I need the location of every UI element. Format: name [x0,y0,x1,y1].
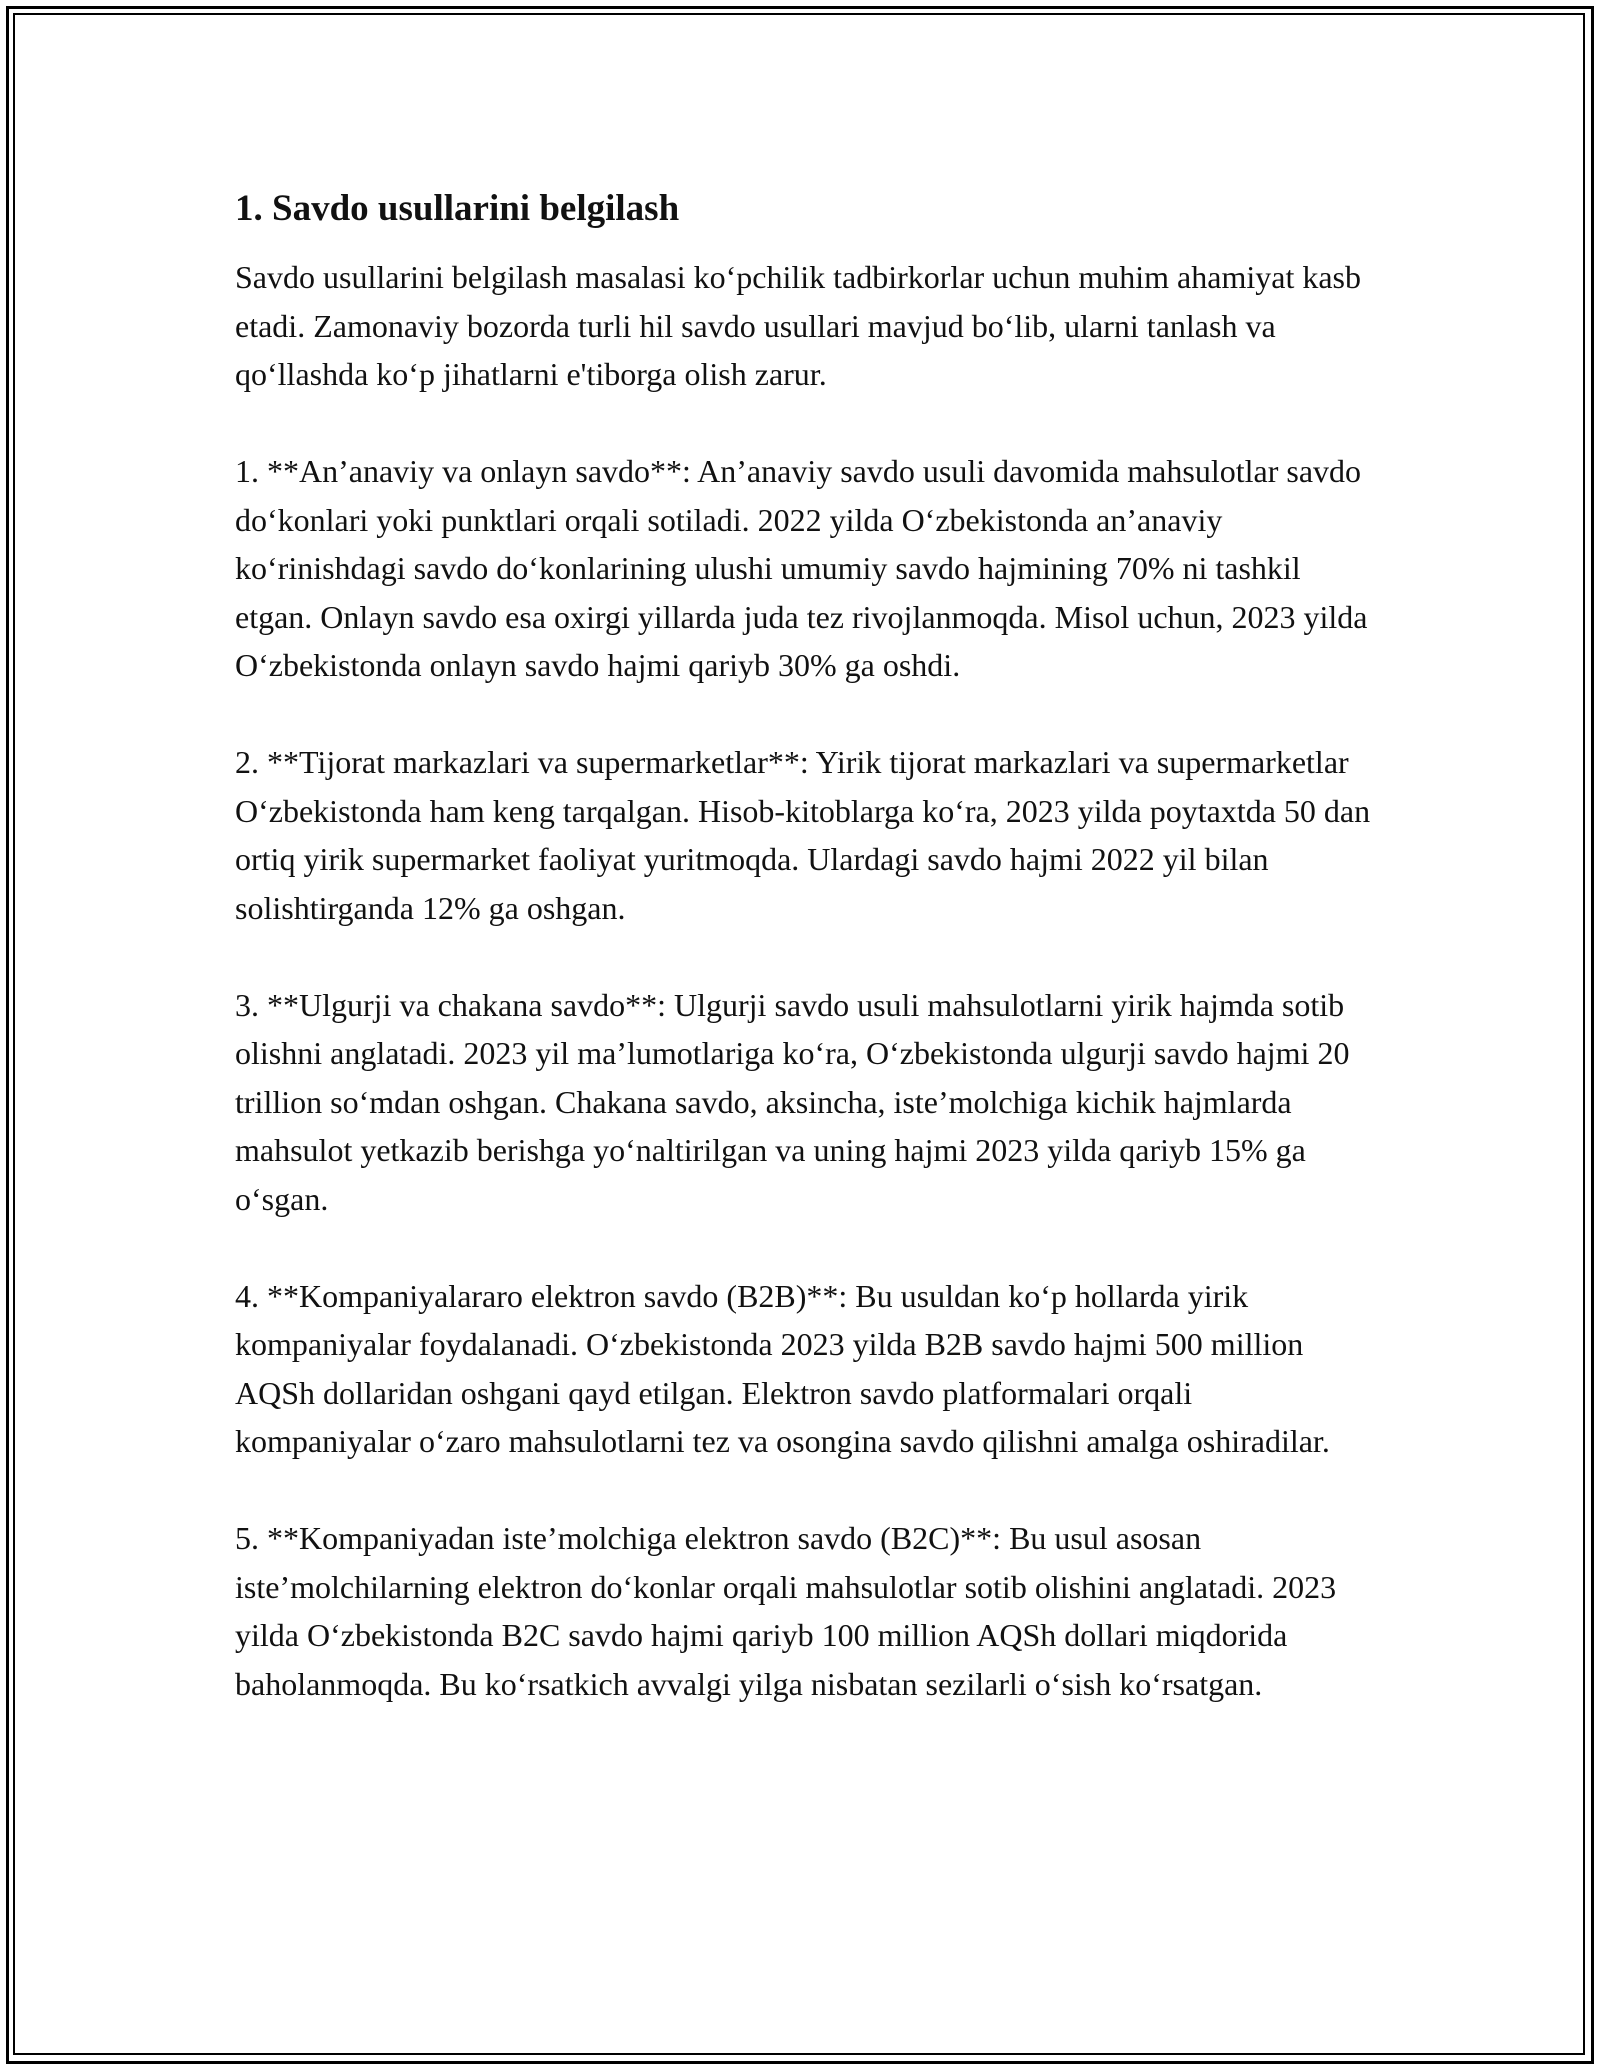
paragraph-wholesale-retail: 3. **Ulgurji va chakana savdo**: Ulgurji savdo usuli mahsulotlarni yirik hajmda sotib olishni anglatadi. 2023 yil ma’lumotlariga ko‘ra, O‘zbekistonda ulgurji savdo hajmi 20 trillion so‘mdan oshgan. Chakana savdo, aksincha, iste’molchiga kichik hajmlarda mahsulot yetkazib berishga yo‘naltirilgan va uning hajmi 2023 yilda qariyb 15% ga o‘sgan. [235,986,1350,1217]
intro-paragraph: Savdo usullarini belgilash masalasi ko‘pchilik tadbirkorlar uchun muhim ahamiyat kasb etadi. Zamonaviy bozorda turli hil savdo usullari mavjud bo‘lib, ularni tanlash va qo‘llashda ko‘p jihatlarni e'tiborga olish zarur. [235,259,1361,392]
paragraph-b2b: 4. **Kompaniyalararo elektron savdo (B2B)**: Bu usuldan ko‘p hollarda yirik kompaniyalar foydalanadi. O‘zbekistonda 2023 yilda B2B savdo hajmi 500 million AQSh dollaridan oshgani qayd etilgan. Elektron savdo platformalari orqali kompaniyalar o‘zaro mahsulotlarni tez va osongina savdo qilishni amalga oshiradilar. [235,1277,1330,1459]
document-body [235,185,1375,1757]
paragraph-b2c: 5. **Kompaniyadan iste’molchiga elektron savdo (B2C)**: Bu usul asosan iste’molchilarning elektron do‘konlar orqali mahsulotlar sotib olishini anglatadi. 2023 yilda O‘zbekistonda B2C savdo hajmi qariyb 100 million AQSh dollari miqdorida baholanmoqda. Bu ko‘rsatkich avvalgi yilga nisbatan sezilarli o‘sish ko‘rsatgan. [235,1520,1337,1702]
paragraph-trade-centers: 2. **Tijorat markazlari va supermarketlar**: Yirik tijorat markazlari va supermarketlar O‘zbekistonda ham keng tarqalgan. Hisob-kitoblarga ko‘ra, 2023 yilda poytaxtda 50 dan ortiq yirik supermarket faoliyat yuritmoqda. Ulardagi savdo hajmi 2022 yil bilan solishtirganda 12% ga oshgan. [235,744,1371,926]
paragraph-traditional-online: 1. **An’anaviy va onlayn savdo**: An’anaviy savdo usuli davomida mahsulotlar savdo do‘konlari yoki punktlari orqali sotiladi. 2022 yilda O‘zbekistonda an’anaviy ko‘rinishdagi savdo do‘konlarining ulushi umumiy savdo hajmining 70% ni tashkil etgan. Onlayn savdo esa oxirgi yillarda juda tez rivojlanmoqda. Misol uchun, 2023 yilda O‘zbekistonda onlayn savdo hajmi qariyb 30% ga oshdi. [235,453,1368,683]
section-heading: 1. Savdo usullarini belgilash [235,188,680,229]
